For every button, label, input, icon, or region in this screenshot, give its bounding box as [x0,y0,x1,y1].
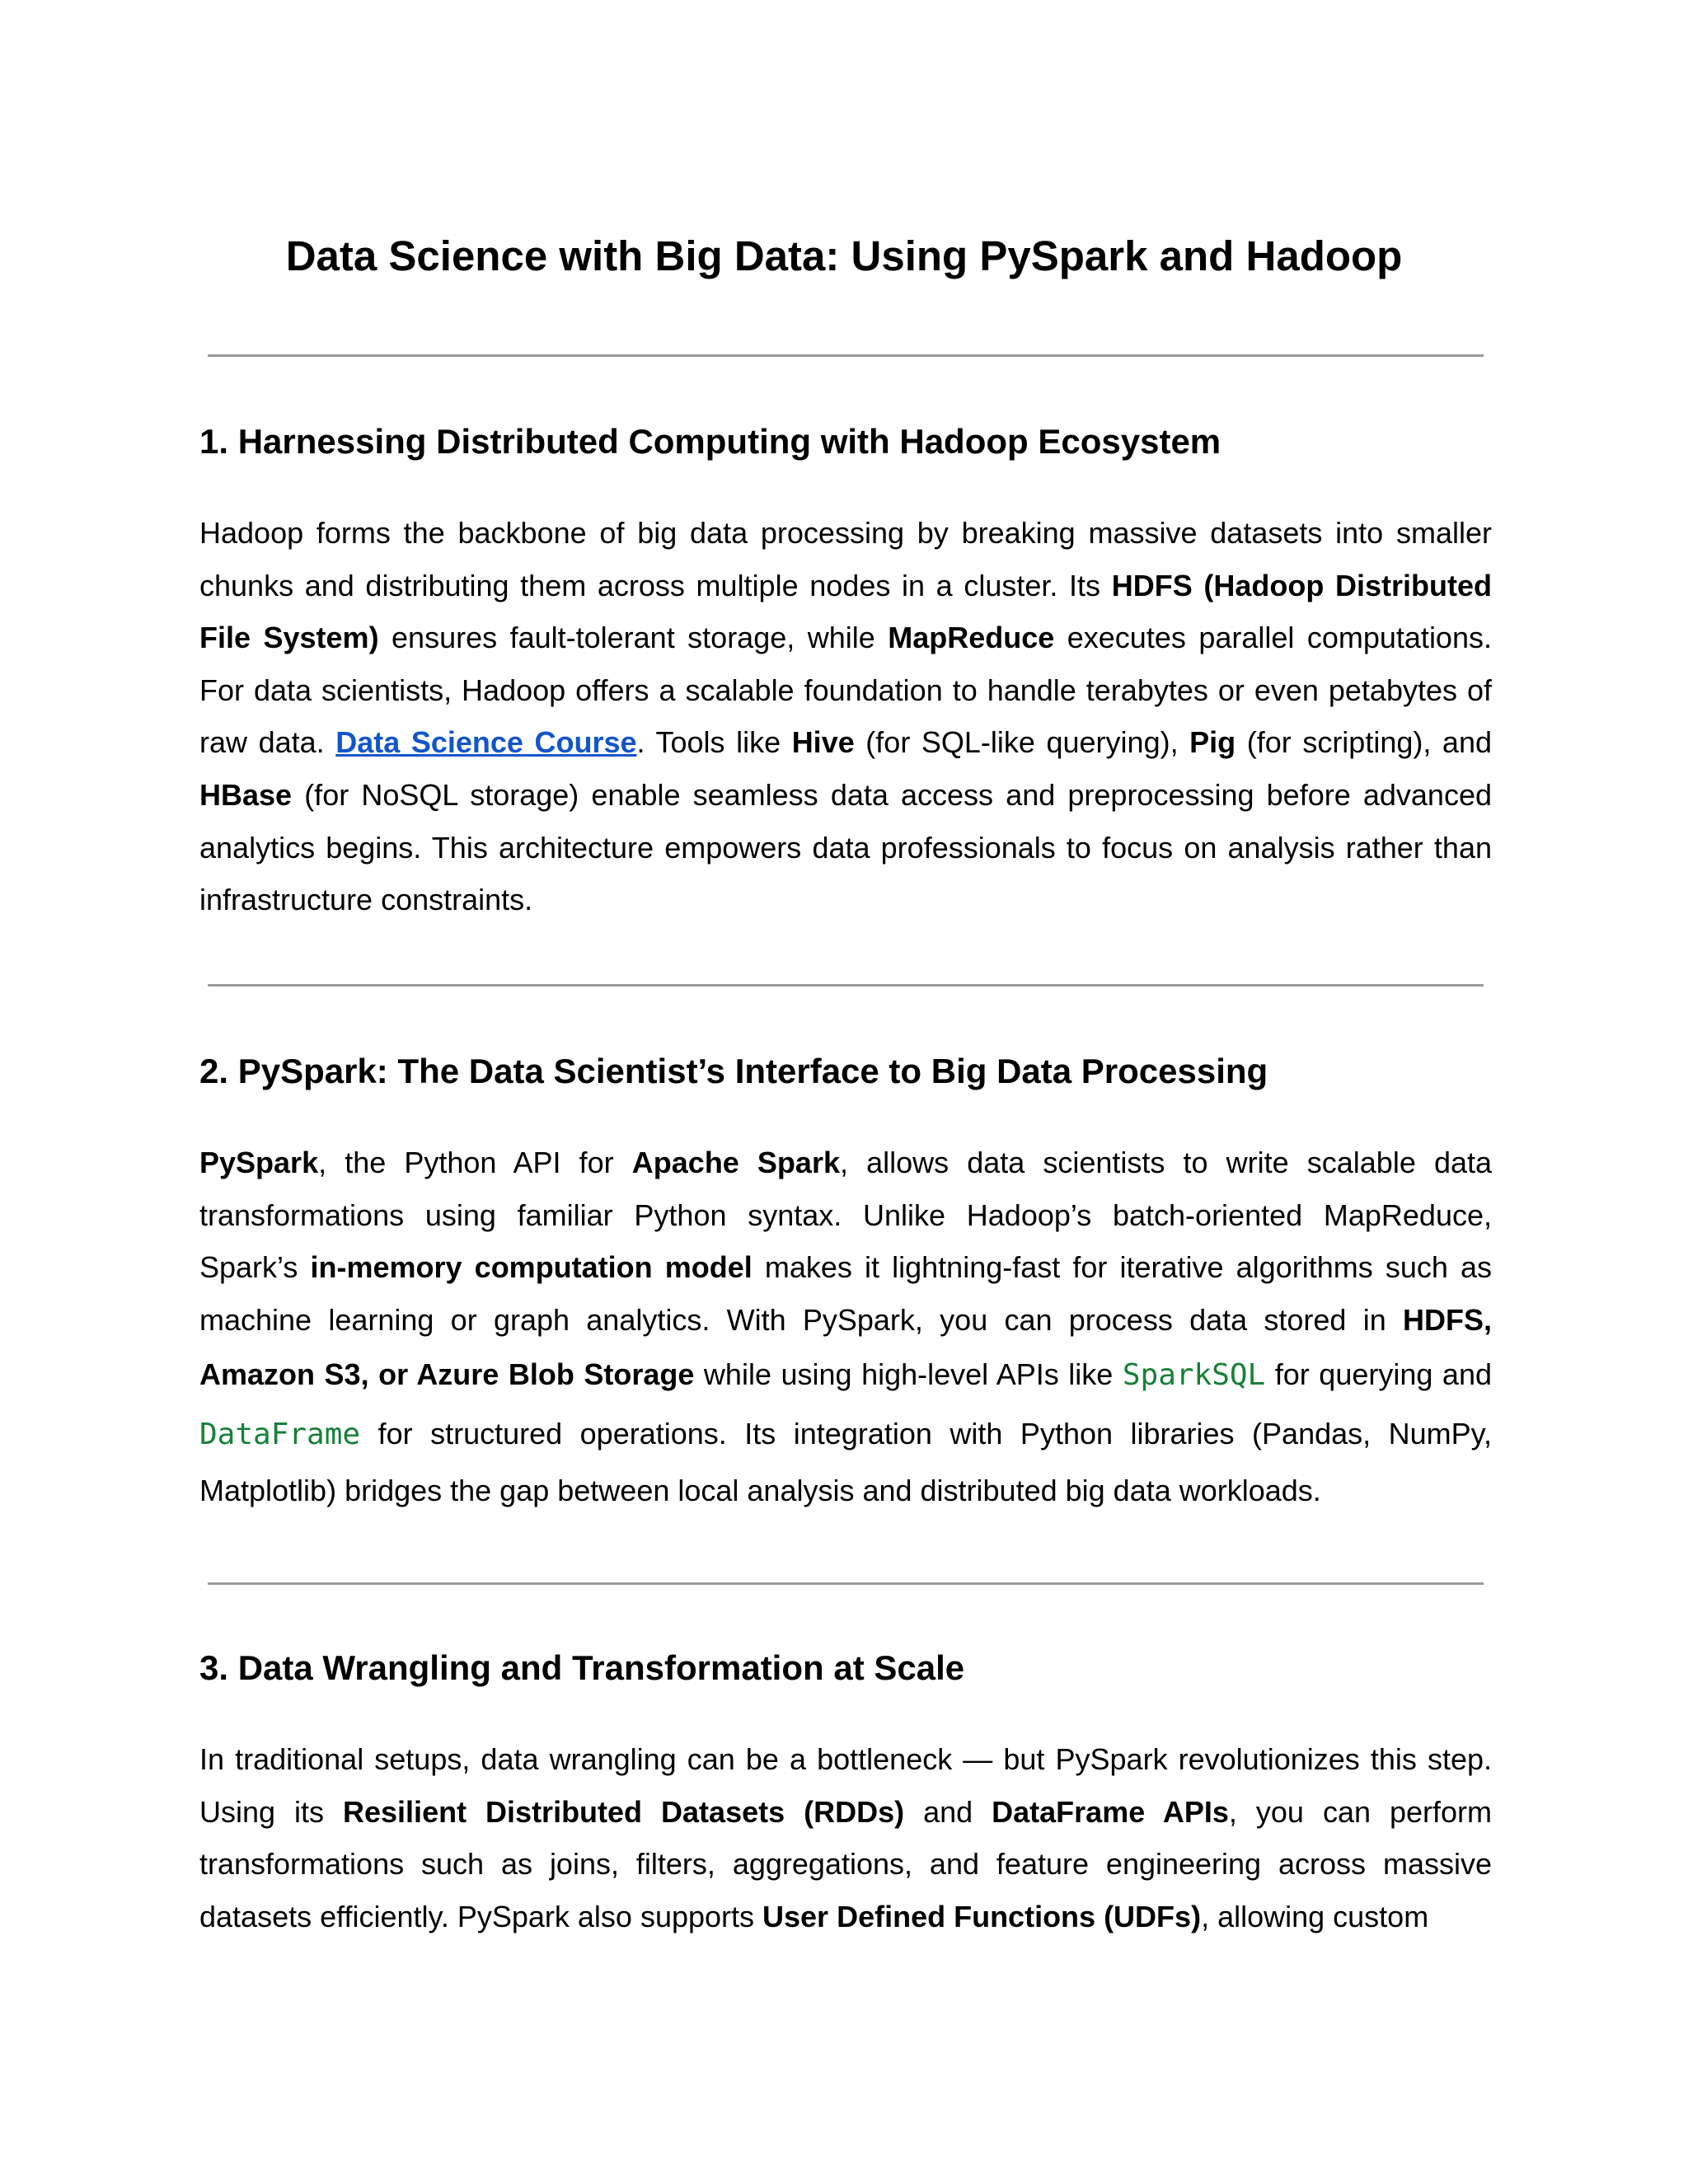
text-span: (for scripting), and [1236,725,1492,760]
text-span: executes parallel computations. For data scientists, Hadoop offers a scalable foundation to handle terabytes or even petabytes of raw data. [199,621,1492,760]
text-span: while using high-level APIs like [694,1357,1123,1392]
data-science-course-link[interactable]: Data Science Course [335,725,637,760]
text-span: , you can perform transformations such as joins, filters, aggregations, and feature engineering across massive datasets efficiently. PySpark also supports [199,1794,1492,1933]
bold-term-mapreduce: MapReduce [888,621,1055,655]
text-span: , allows data scientists to write scalable data transformations using familiar Python syntax. Unlike Hadoop’s batch-oriented MapReduce, Spark’s [199,1146,1493,1285]
bold-term-in-memory: in-memory computation model [310,1250,753,1285]
divider [208,984,1484,987]
text-span: In traditional setups, data wrangling can be a bottleneck — but PySpark revolutionizes this step. Using its [199,1742,1492,1829]
text-span: for querying and [1265,1357,1492,1392]
section-heading-1: 1. Harnessing Distributed Computing with Hadoop Ecosystem [199,422,1221,461]
bold-term-hive: Hive [791,725,855,760]
section-paragraph-1 [199,507,1492,926]
text-span: and [904,1794,992,1829]
section-heading-2: 2. PySpark: The Data Scientist’s Interface to Big Data Processing [199,1052,1268,1090]
text-span: (for NoSQL storage) enable seamless data access and preprocessing before advanced analytics begins. This architecture empowers data professionals to focus on analysis rather than infrastructure constraints. [199,777,1492,917]
bold-term-storage: HDFS, Amazon S3, or Azure Blob Storage [199,1302,1492,1392]
bold-term-dataframe-apis: DataFrame APIs [992,1794,1229,1829]
text-span: ensures fault-tolerant storage, while [378,621,889,655]
text-span: . Tools like [636,725,792,760]
divider [208,354,1484,357]
code-sparksql: SparkSQL [1122,1358,1266,1393]
bold-term-hdfs: HDFS (Hadoop Distributed File System) [199,568,1492,655]
bold-term-pig: Pig [1189,725,1236,760]
text-span: , allowing custom [1201,1899,1429,1933]
text-span: makes it lightning-fast for iterative algorithms such as machine learning or graph analytics. With PySpark, you can process data stored in [199,1250,1492,1337]
divider [208,1582,1484,1585]
bold-term-pyspark: PySpark [199,1146,319,1179]
section-paragraph-3 [199,1733,1492,1943]
section-paragraph-2 [199,1137,1492,1517]
code-dataframe: DataFrame [199,1418,361,1452]
text-span: (for SQL-like querying), [854,725,1190,760]
section-heading-3: 3. Data Wrangling and Transformation at Scale [199,1648,965,1687]
bold-term-rdd: Resilient Distributed Datasets (RDDs) [343,1794,905,1829]
bold-term-udf: User Defined Functions (UDFs) [762,1899,1202,1933]
bold-term-apache-spark: Apache Spark [631,1146,840,1179]
text-span: for structured operations. Its integration with Python libraries (Pandas, NumPy, Matplotlib) bridges the gap between local analysis and distributed big data workloads. [199,1417,1492,1508]
bold-term-hbase: HBase [199,777,293,812]
text-span: , the Python API for [318,1146,632,1179]
page-title: Data Science with Big Data: Using PySpark and Hadoop [285,232,1403,279]
text-span: Hadoop forms the backbone of big data processing by breaking massive datasets into smaller chunks and distributing them across multiple nodes in a cluster. Its [199,516,1492,602]
